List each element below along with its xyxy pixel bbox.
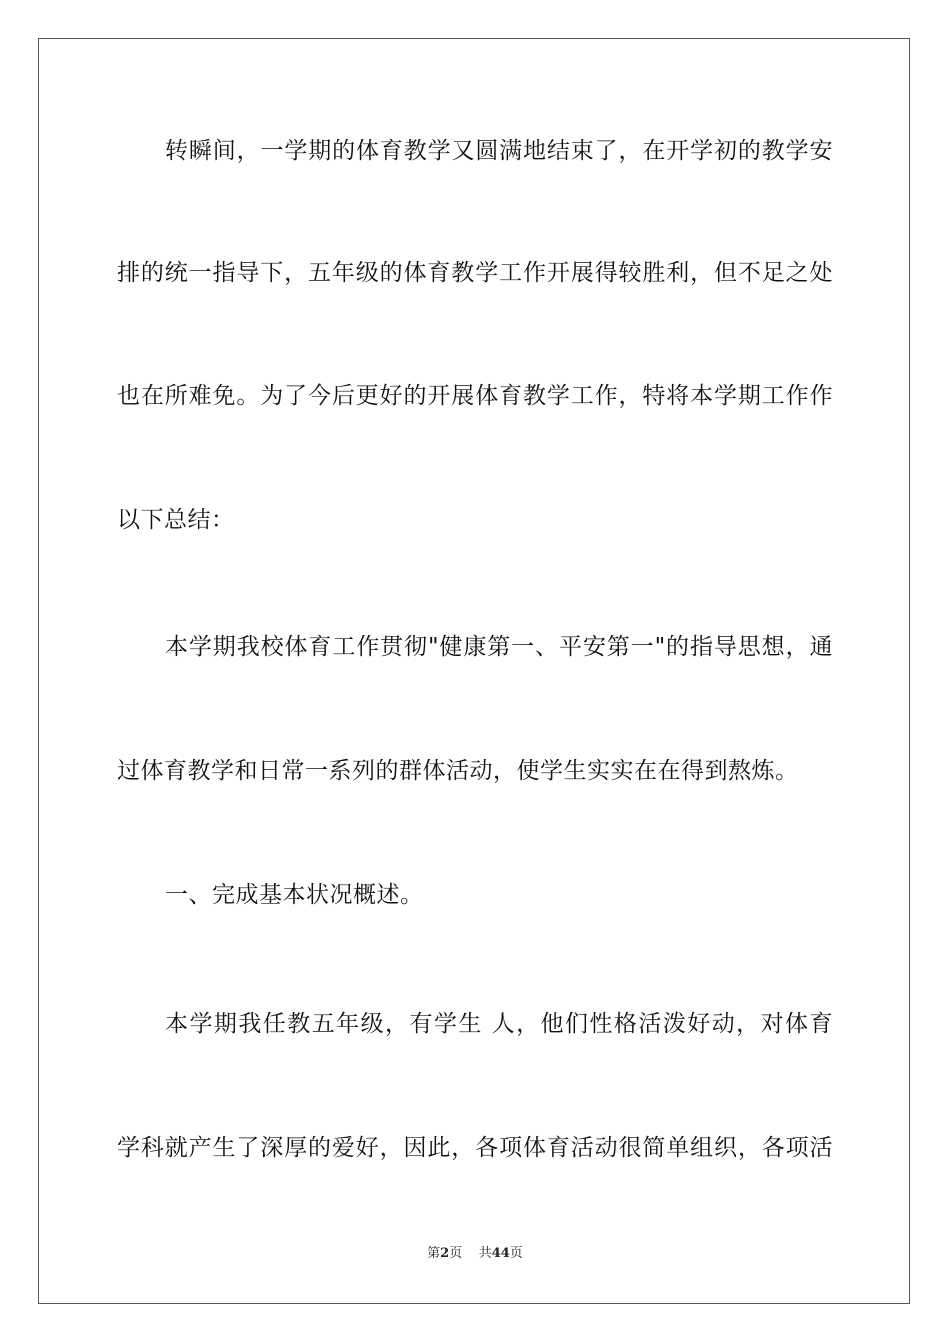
footer-total-prefix: 共 <box>478 1246 492 1261</box>
paragraph-line-4: 以下总结： <box>117 507 235 533</box>
footer-page-number: 2 <box>440 1246 450 1261</box>
section-heading: 一、完成基本状况概述。 <box>165 882 424 908</box>
paragraph-line-2: 排的统一指导下，五年级的体育教学工作开展得较胜利，但不足之处 <box>117 260 833 286</box>
footer-total-suffix: 页 <box>509 1246 523 1261</box>
paragraph-line-3: 也在所难免。为了今后更好的开展体育教学工作，特将本学期工作作 <box>117 383 833 409</box>
paragraph-line-1: 转瞬间，一学期的体育教学又圆满地结束了，在开学初的教学安 <box>165 138 833 164</box>
footer-page-suffix: 页 <box>449 1246 463 1261</box>
paragraph-line-6: 过体育教学和日常一系列的群体活动，使学生实实在在得到熬炼。 <box>117 758 799 784</box>
paragraph-line-5: 本学期我校体育工作贯彻"健康第一、平安第一"的指导思想，通 <box>165 634 833 660</box>
page-footer <box>0 1245 950 1263</box>
paragraph-line-9: 学科就产生了深厚的爱好，因此，各项体育活动很简单组织，各项活 <box>117 1135 833 1161</box>
footer-page-prefix: 第 <box>427 1246 441 1261</box>
paragraph-line-8: 本学期我任教五年级，有学生 人，他们性格活泼好动，对体育 <box>165 1011 833 1037</box>
page-border <box>38 38 910 1304</box>
footer-total-pages: 44 <box>491 1246 510 1261</box>
